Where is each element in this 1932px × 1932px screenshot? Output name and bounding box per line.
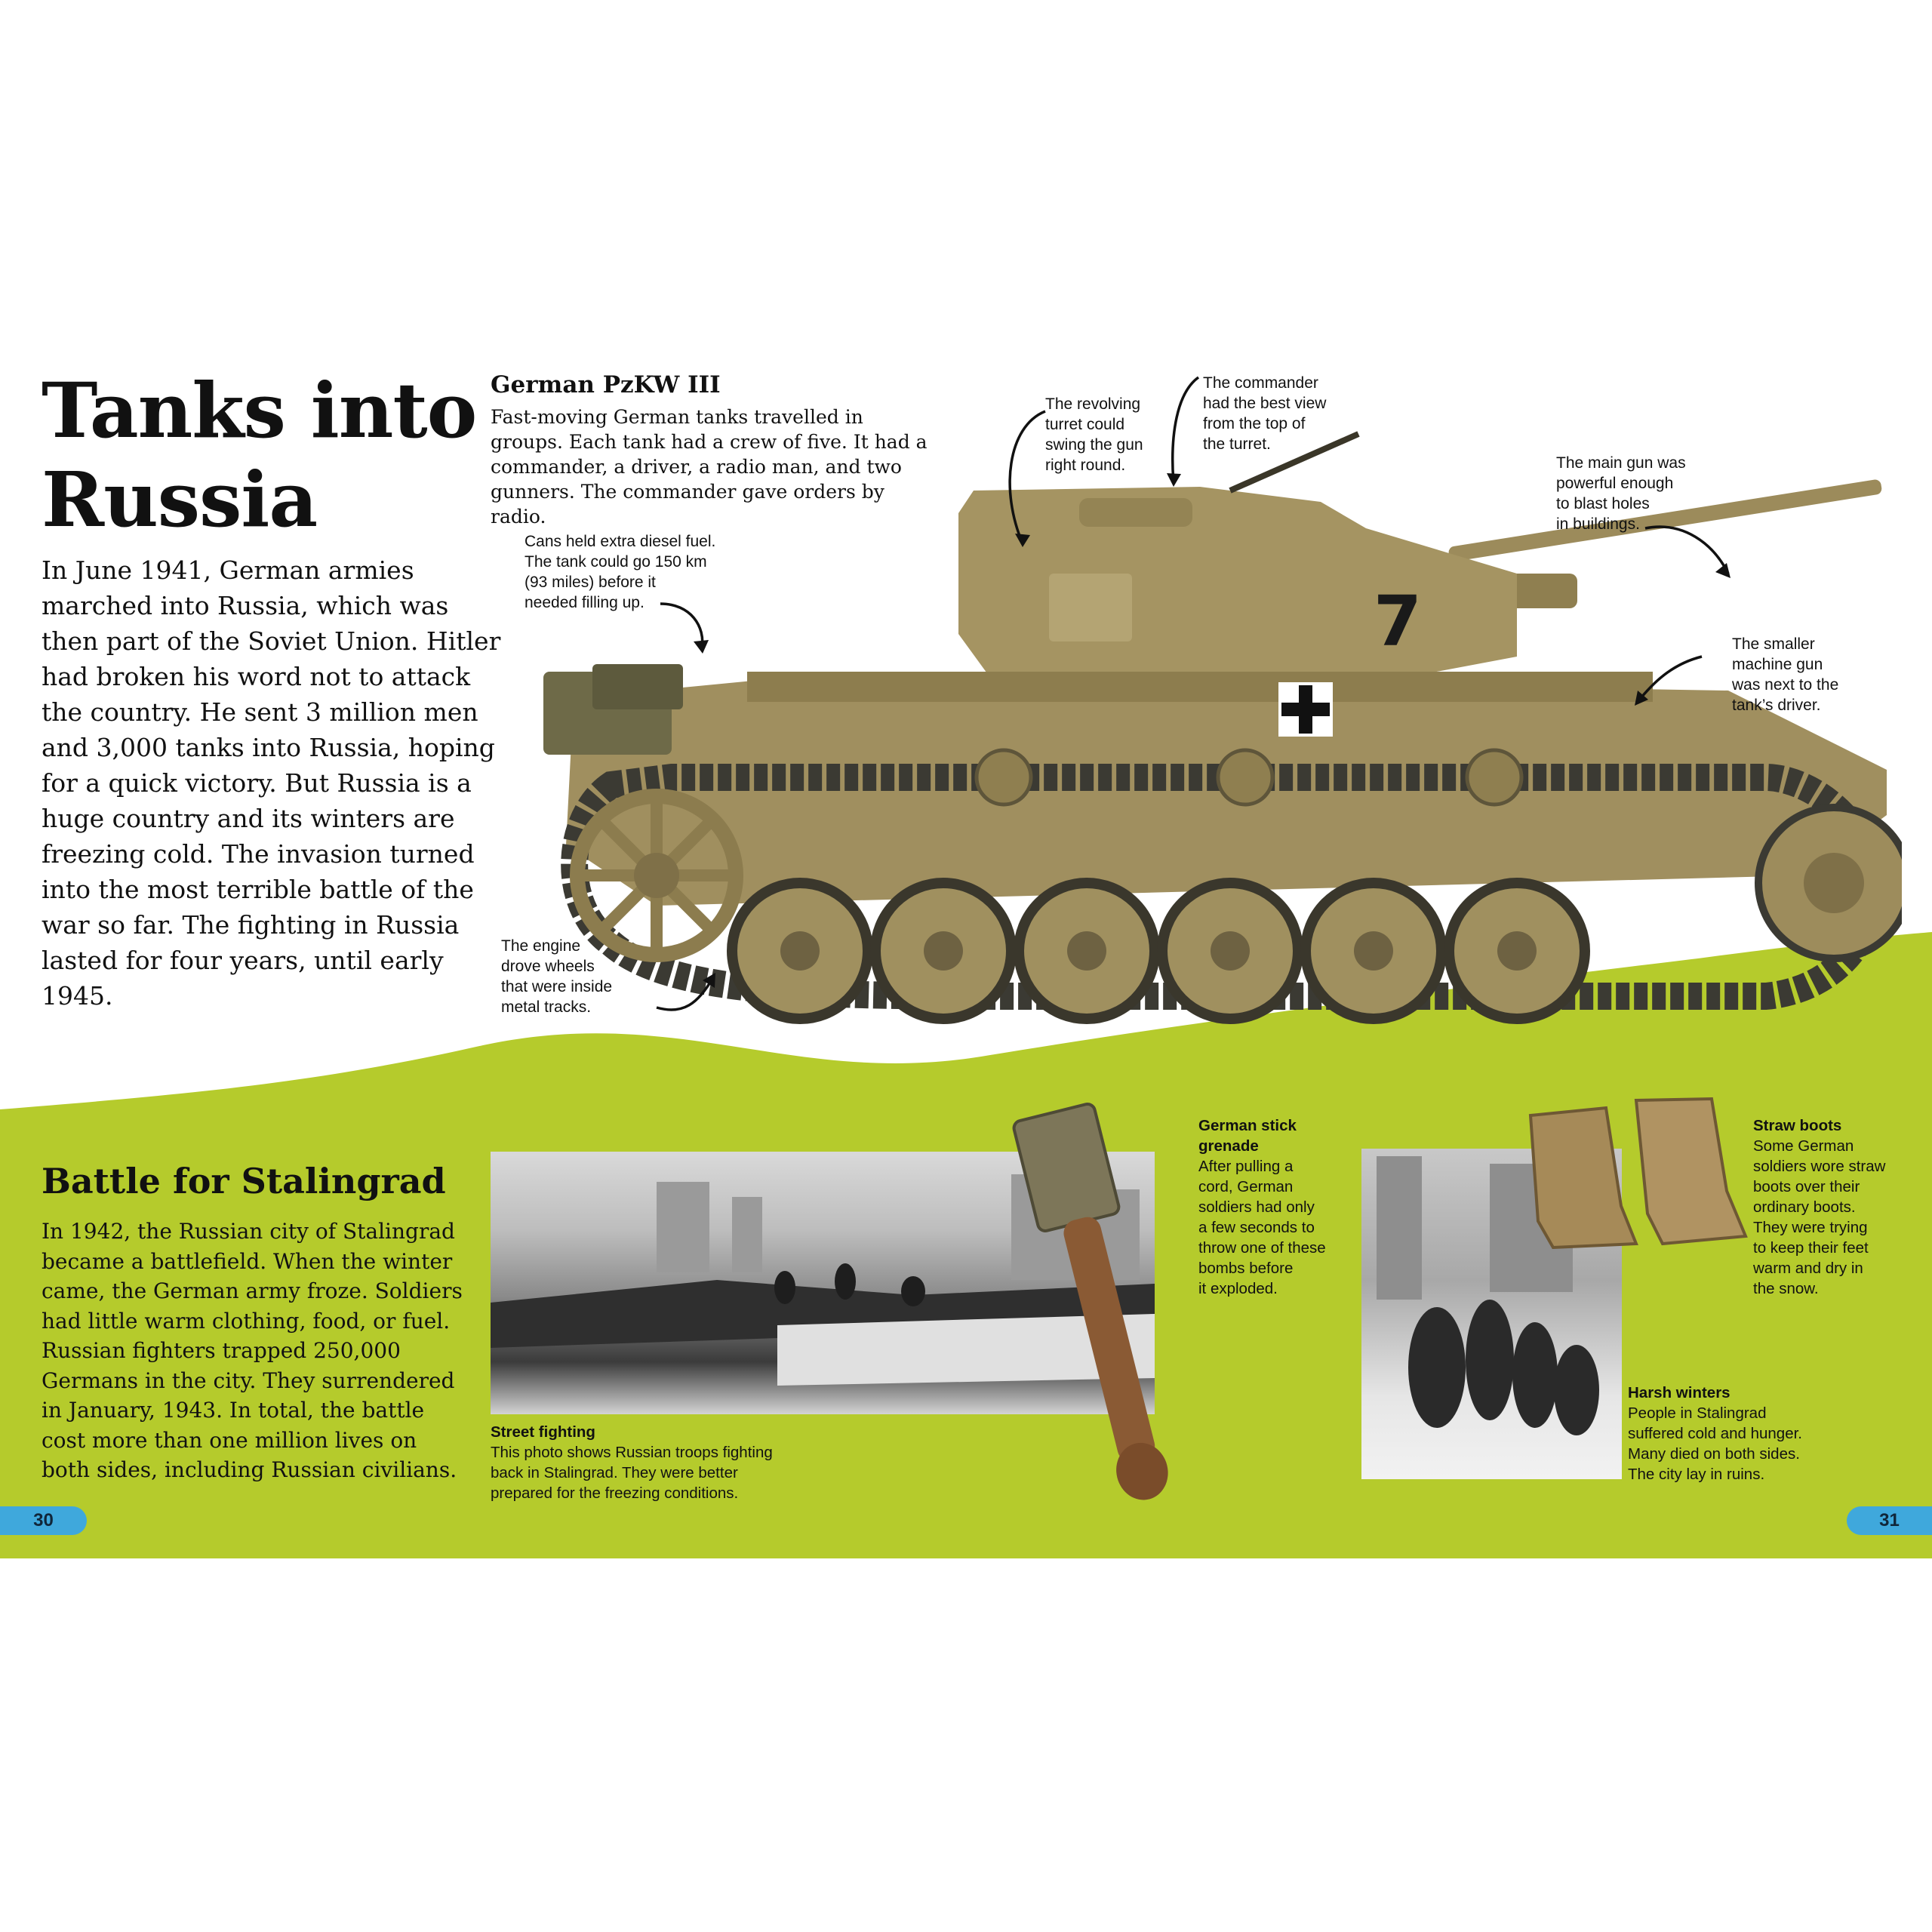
caption-line: bombs before [1198, 1260, 1294, 1277]
callout-line: Cans held extra diesel fuel. [525, 533, 716, 550]
callout-line: the turret. [1203, 435, 1271, 453]
straw-boots-caption [1753, 1115, 1885, 1299]
caption-line: soldiers had only [1198, 1198, 1315, 1216]
street-fighting-caption [491, 1422, 773, 1503]
callout-line: tank’s driver. [1732, 697, 1821, 714]
callout-line: that were inside [501, 978, 613, 995]
callout-line: turret could [1045, 416, 1125, 433]
caption-line: cord, German [1198, 1178, 1294, 1195]
callout-line: metal tracks. [501, 998, 592, 1016]
caption-line: ordinary boots. [1753, 1198, 1856, 1216]
straw-boots-illustration [1523, 1093, 1749, 1259]
callout-fuel-cans [525, 531, 715, 613]
caption-line: suffered cold and hunger. [1628, 1425, 1802, 1442]
caption-line: it exploded. [1198, 1280, 1278, 1297]
callout-line: The commander [1203, 374, 1318, 392]
stalingrad-paragraph: In 1942, the Russian city of Stalingrad became a battlefield. When the winter came, the German army froze. Soldiers had little warm clothing, food, or fuel. Russian fighters trapped 250,000 Germans in the city. They surrendered in January, 1943. In total, the battle cost more than one million lives on both sides, including Russian civilians. [42, 1219, 463, 1482]
caption-line: to keep their feet [1753, 1239, 1869, 1257]
caption-title: Street fighting [491, 1423, 595, 1441]
caption-line: They were trying [1753, 1219, 1868, 1236]
caption-line: This photo shows Russian troops fighting [491, 1444, 773, 1461]
caption-line: prepared for the freezing conditions. [491, 1484, 739, 1502]
caption-line: the snow. [1753, 1280, 1819, 1297]
callout-commander [1203, 373, 1326, 454]
callout-line: drove wheels [501, 958, 595, 975]
callout-line: (93 miles) before it [525, 574, 656, 591]
caption-line: Many died on both sides. [1628, 1445, 1800, 1463]
callout-line: swing the gun [1045, 436, 1143, 454]
callout-line: was next to the [1732, 676, 1839, 694]
tank-description: Fast-moving German tanks travelled in groups. Each tank had a crew of five. It had a commander, a driver, a radio man, and two gunners. The commander gave orders by radio. [491, 406, 928, 528]
tank-heading: German PzKW III [491, 371, 721, 398]
callout-line: to blast holes [1556, 495, 1650, 512]
caption-line: People in Stalingrad [1628, 1404, 1767, 1422]
callout-line: powerful enough [1556, 475, 1674, 492]
callout-line: The revolving [1045, 395, 1141, 413]
callout-line: in buildings. [1556, 515, 1640, 533]
page-title-line-2: Russia [42, 455, 318, 544]
callout-line: needed filling up. [525, 594, 645, 611]
caption-line: warm and dry in [1753, 1260, 1863, 1277]
callout-line: machine gun [1732, 656, 1823, 673]
callout-turret [1045, 394, 1143, 475]
page-title-line-1: Tanks into [42, 366, 477, 455]
callout-line: The tank could go 150 km [525, 553, 707, 571]
callout-line: right round. [1045, 457, 1126, 474]
callout-engine [501, 936, 612, 1017]
caption-title: German stick [1198, 1117, 1297, 1134]
harsh-winters-caption [1628, 1383, 1802, 1484]
stick-grenade-illustration [1004, 1098, 1208, 1521]
intro-paragraph: In June 1941, German armies marched into Russia, which was then part of the Soviet Union. Hitler had broken his word not to attack the country. He sent 3 million men and 3,000 tanks into Russia, hoping for a quick victory. But Russia is a huge country and its winters are freezing cold. The invasion turned into the most terrible battle of the war so far. The fighting in Russia lasted for four years, until early 1945. [42, 555, 501, 1011]
caption-title: grenade [1198, 1137, 1259, 1155]
stalingrad-heading: Battle for Stalingrad [42, 1161, 446, 1201]
caption-line: a few seconds to [1198, 1219, 1315, 1236]
caption-line: back in Stalingrad. They were better [491, 1464, 738, 1481]
callout-line: The engine [501, 937, 581, 955]
grenade-caption [1198, 1115, 1326, 1299]
caption-line: The city lay in ruins. [1628, 1466, 1765, 1483]
callout-line: from the top of [1203, 415, 1306, 432]
callout-machine-gun [1732, 634, 1838, 715]
caption-line: boots over their [1753, 1178, 1860, 1195]
caption-title: Straw boots [1753, 1117, 1842, 1134]
callout-main-gun [1556, 453, 1686, 534]
caption-line: throw one of these [1198, 1239, 1326, 1257]
tank-number: 7 [1374, 581, 1423, 662]
callout-line: had the best view [1203, 395, 1327, 412]
caption-line: soldiers wore straw [1753, 1158, 1886, 1175]
caption-line: Some German [1753, 1137, 1854, 1155]
caption-title: Harsh winters [1628, 1384, 1730, 1401]
callout-line: The main gun was [1556, 454, 1686, 472]
page-number-left: 30 [0, 1506, 87, 1535]
caption-line: After pulling a [1198, 1158, 1294, 1175]
page-number-right: 31 [1847, 1506, 1932, 1535]
callout-line: The smaller [1732, 635, 1815, 653]
